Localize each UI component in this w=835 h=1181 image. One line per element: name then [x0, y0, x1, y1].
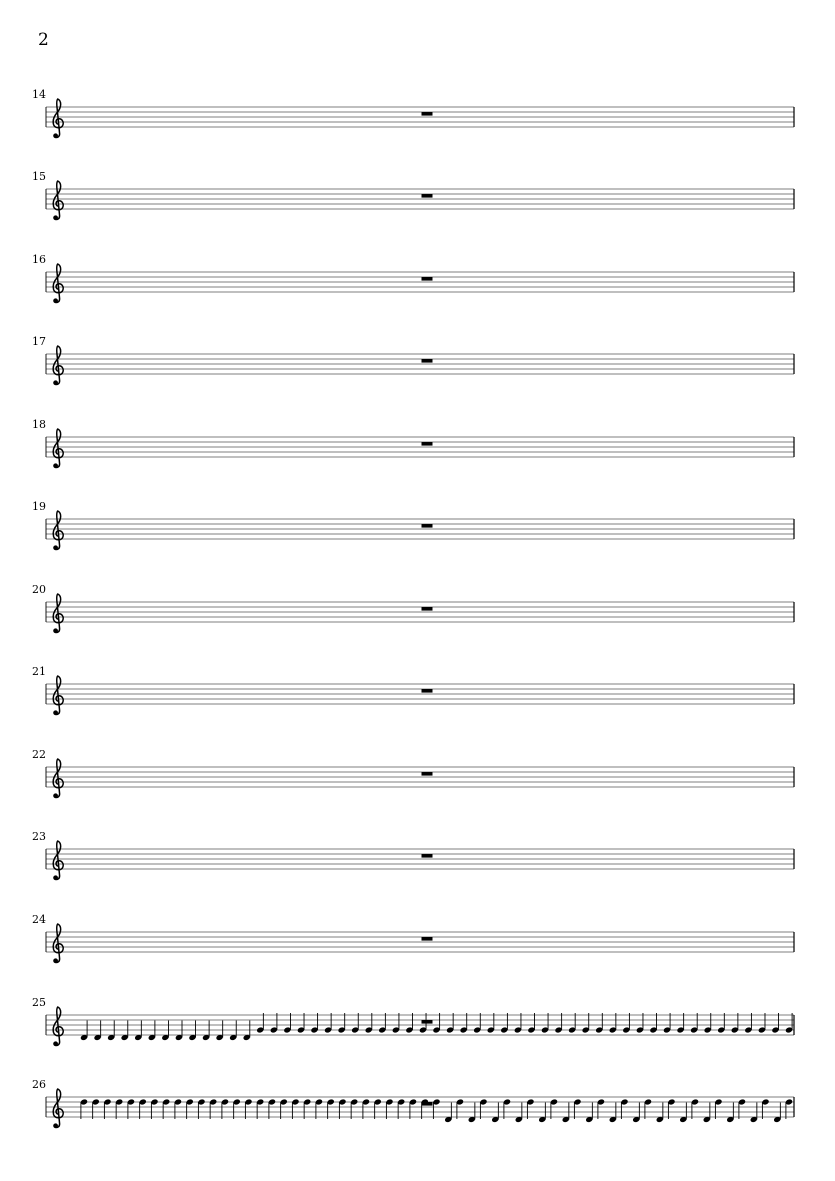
clef-dot [53, 215, 58, 220]
whole-rest [422, 524, 433, 528]
measure-number: 14 [32, 88, 46, 101]
whole-rest [422, 442, 433, 446]
treble-clef [53, 264, 63, 303]
clef-dot [53, 710, 58, 715]
staff [0, 913, 835, 993]
treble-clef [53, 1089, 63, 1128]
clef-dot [53, 133, 58, 138]
staff [0, 335, 835, 415]
treble-clef [53, 594, 63, 633]
staff-system [0, 500, 835, 580]
staff-system [0, 913, 835, 993]
whole-rest [422, 772, 433, 776]
measure-number: 25 [32, 996, 46, 1009]
treble-clef [53, 511, 63, 550]
staff-system [0, 253, 835, 333]
measure-number: 16 [32, 253, 46, 266]
clef-dot [53, 1041, 58, 1046]
measure-number: 17 [32, 335, 46, 348]
measure-number: 19 [32, 500, 46, 513]
clef-dot [53, 545, 58, 550]
whole-rest [422, 689, 433, 693]
clef-stroke [53, 676, 63, 714]
staff [0, 170, 835, 250]
staff [0, 500, 835, 580]
measure-number: 26 [32, 1078, 46, 1091]
staff [0, 830, 835, 910]
staff [0, 418, 835, 498]
measure-number: 18 [32, 418, 46, 431]
staff-system [0, 1078, 835, 1158]
staff-system [0, 88, 835, 168]
treble-clef [53, 346, 63, 385]
whole-rest [422, 194, 433, 198]
clef-stroke [53, 429, 63, 467]
treble-clef [53, 841, 63, 880]
staff-system [0, 830, 835, 910]
whole-rest [422, 112, 433, 116]
whole-rest [422, 607, 433, 611]
clef-stroke [53, 1007, 63, 1045]
whole-rest [422, 1020, 433, 1024]
clef-stroke [53, 346, 63, 384]
clef-dot [53, 793, 58, 798]
clef-dot [53, 875, 58, 880]
whole-rest [422, 937, 433, 941]
clef-dot [53, 1123, 58, 1128]
clef-stroke [53, 759, 63, 797]
clef-dot [53, 380, 58, 385]
staff [0, 996, 835, 1076]
measure-number: 22 [32, 748, 46, 761]
staff-system [0, 335, 835, 415]
staff [0, 88, 835, 168]
measure-number: 23 [32, 830, 46, 843]
staff-system [0, 665, 835, 745]
staff [0, 253, 835, 333]
staff [0, 748, 835, 828]
whole-rest [422, 359, 433, 363]
treble-clef [53, 676, 63, 715]
clef-stroke [53, 99, 63, 137]
clef-dot [53, 298, 58, 303]
clef-stroke [53, 511, 63, 549]
treble-clef [53, 429, 63, 468]
staff-system [0, 418, 835, 498]
staff-system [0, 996, 835, 1076]
staff-system [0, 170, 835, 250]
staff-system [0, 748, 835, 828]
clef-stroke [53, 264, 63, 302]
staff [0, 1078, 835, 1158]
treble-clef [53, 1007, 63, 1046]
clef-dot [53, 958, 58, 963]
staff [0, 665, 835, 745]
measure-number: 20 [32, 583, 46, 596]
staff [0, 583, 835, 663]
measure-number: 15 [32, 170, 46, 183]
treble-clef [53, 759, 63, 798]
measure-number: 21 [32, 665, 46, 678]
clef-stroke [53, 1089, 63, 1127]
whole-rest [422, 277, 433, 281]
clef-stroke [53, 841, 63, 879]
treble-clef [53, 924, 63, 963]
clef-dot [53, 628, 58, 633]
treble-clef [53, 181, 63, 220]
page-number: 2 [38, 30, 49, 50]
clef-stroke [53, 181, 63, 219]
whole-rest [422, 1102, 433, 1106]
clef-stroke [53, 924, 63, 962]
clef-dot [53, 463, 58, 468]
staff-system [0, 583, 835, 663]
whole-rest [422, 854, 433, 858]
measure-number: 24 [32, 913, 46, 926]
clef-stroke [53, 594, 63, 632]
treble-clef [53, 99, 63, 138]
